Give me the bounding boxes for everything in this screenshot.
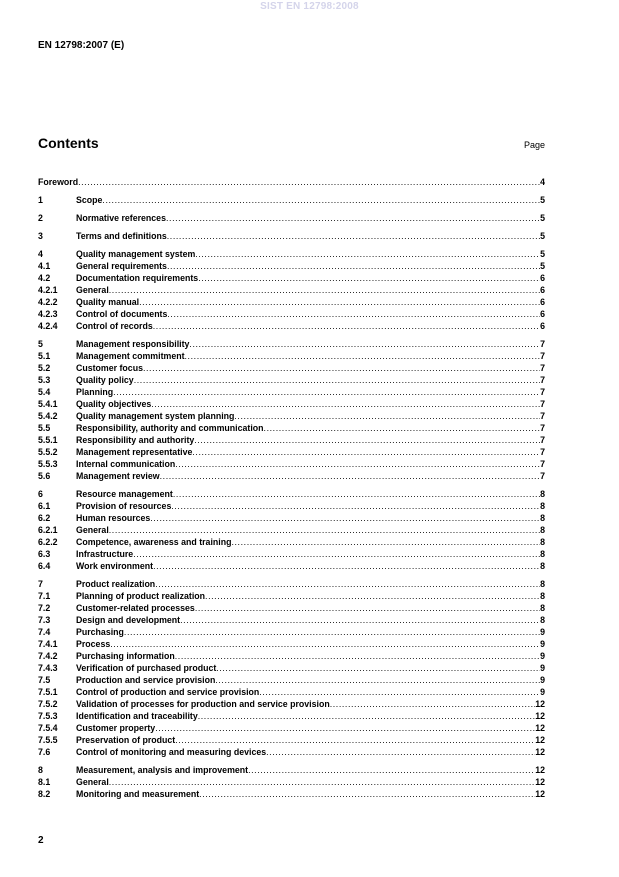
toc-entry[interactable] (38, 650, 545, 662)
toc-entry[interactable] (38, 272, 545, 284)
toc-entry[interactable] (38, 686, 545, 698)
toc-entry-page: 8 (540, 579, 545, 589)
toc-entry[interactable] (38, 488, 545, 500)
toc-entry[interactable] (38, 422, 545, 434)
toc-entry-title: General (76, 777, 109, 787)
toc-entry-title: Measurement, analysis and improvement (76, 765, 249, 775)
document-id: EN 12798:2007 (E) (38, 40, 125, 51)
toc-entry-number: 6 (38, 489, 43, 499)
toc-entry-number: 4 (38, 249, 43, 259)
toc-leader-dots (198, 272, 540, 284)
toc-leader-dots (194, 434, 540, 446)
contents-title: Contents (38, 135, 99, 151)
toc-entry[interactable] (38, 398, 545, 410)
toc-entry-page: 12 (535, 735, 545, 745)
toc-entry-page: 9 (540, 663, 545, 673)
toc-entry[interactable] (38, 722, 545, 734)
toc-entry-title: Customer-related processes (76, 603, 195, 613)
toc-entry-title: Management commitment (76, 351, 185, 361)
toc-entry[interactable] (38, 230, 545, 242)
toc-entry[interactable] (38, 512, 545, 524)
toc-entry-page: 5 (540, 213, 545, 223)
toc-entry[interactable] (38, 776, 545, 788)
toc-entry[interactable] (38, 602, 545, 614)
toc-entry-title: Quality policy (76, 375, 134, 385)
toc-leader-dots (195, 248, 540, 260)
toc-entry-page: 7 (540, 411, 545, 421)
toc-entry[interactable] (38, 500, 545, 512)
toc-entry[interactable] (38, 578, 545, 590)
toc-entry-title: Provision of resources (76, 501, 172, 511)
toc-entry[interactable] (38, 560, 545, 572)
toc-entry-title: Planning (76, 387, 114, 397)
toc-entry-number: 8 (38, 765, 43, 775)
toc-leader-dots (166, 212, 540, 224)
toc-leader-dots (175, 734, 535, 746)
toc-leader-dots (109, 776, 535, 788)
toc-leader-dots (167, 230, 540, 242)
toc-entry-page: 8 (540, 513, 545, 523)
toc-entry-page: 8 (540, 603, 545, 613)
toc-entry[interactable] (38, 248, 545, 260)
toc-entry-number: 4.1 (38, 261, 51, 271)
toc-entry-number: 5.1 (38, 351, 51, 361)
toc-entry-page: 5 (540, 195, 545, 205)
toc-entry[interactable] (38, 674, 545, 686)
toc-entry-page: 7 (540, 351, 545, 361)
toc-entry[interactable] (38, 734, 545, 746)
toc-entry-number: 6.3 (38, 549, 51, 559)
toc-entry[interactable] (38, 470, 545, 482)
toc-entry-title: Work environment (76, 561, 154, 571)
toc-entry-title: Internal communication (76, 459, 176, 469)
toc-entry-page: 12 (535, 723, 545, 733)
toc-entry-title: Resource management (76, 489, 173, 499)
toc-entry-title: Control of documents (76, 309, 168, 319)
watermark-text: SIST EN 12798:2008 (260, 1, 359, 12)
toc-entry-number: 5.5 (38, 423, 51, 433)
toc-entry-page: 7 (540, 375, 545, 385)
toc-entry-page: 6 (540, 297, 545, 307)
toc-entry[interactable] (38, 386, 545, 398)
toc-entry-title: Foreword (38, 177, 79, 187)
toc-entry[interactable] (38, 626, 545, 638)
toc-entry-title: Customer focus (76, 363, 143, 373)
toc-leader-dots (199, 788, 535, 800)
toc-entry-number: 7.5 (38, 675, 51, 685)
toc-entry-title: Management review (76, 471, 160, 481)
toc-leader-dots (185, 350, 541, 362)
toc-entry-title: Planning of product realization (76, 591, 206, 601)
toc-entry-number: 5.4 (38, 387, 51, 397)
toc-entry[interactable] (38, 698, 545, 710)
toc-entry-page: 8 (540, 561, 545, 571)
toc-entry[interactable] (38, 590, 545, 602)
toc-leader-dots (160, 470, 540, 482)
toc-entry-page: 8 (540, 501, 545, 511)
toc-entry-number: 7.3 (38, 615, 51, 625)
toc-entry[interactable] (38, 350, 545, 362)
toc-entry[interactable] (38, 320, 545, 332)
toc-entry-page: 8 (540, 537, 545, 547)
toc-entry-title: Quality management system (76, 249, 196, 259)
toc-leader-dots (234, 410, 540, 422)
toc-entry-title: Monitoring and measurement (76, 789, 200, 799)
toc-entry[interactable] (38, 338, 545, 350)
toc-entry[interactable] (38, 710, 545, 722)
toc-entry-page: 7 (540, 339, 545, 349)
toc-entry-title: Terms and definitions (76, 231, 167, 241)
toc-entry-number: 7.4 (38, 627, 51, 637)
toc-entry-title: Verification of purchased product (76, 663, 217, 673)
toc-entry-number: 4.2.1 (38, 285, 58, 295)
toc-leader-dots (205, 590, 540, 602)
toc-entry-number: 5.2 (38, 363, 51, 373)
toc-entry-title: Control of records (76, 321, 153, 331)
toc-entry[interactable] (38, 788, 545, 800)
toc-leader-dots (171, 500, 540, 512)
toc-leader-dots (216, 662, 540, 674)
toc-entry[interactable] (38, 536, 545, 548)
toc-leader-dots (150, 512, 540, 524)
toc-entry-page: 8 (540, 615, 545, 625)
toc-entry-page: 12 (535, 765, 545, 775)
toc-entry-page: 9 (540, 627, 545, 637)
toc-entry-number: 7.5.1 (38, 687, 58, 697)
toc-entry-title: Design and development (76, 615, 181, 625)
toc-entry-page: 7 (540, 471, 545, 481)
table-of-contents (38, 176, 545, 800)
toc-leader-dots (124, 626, 540, 638)
toc-entry-number: 5 (38, 339, 43, 349)
page-number: 2 (38, 835, 44, 846)
toc-entry-title: Preservation of product (76, 735, 176, 745)
toc-entry-page: 9 (540, 687, 545, 697)
toc-entry-page: 7 (540, 387, 545, 397)
toc-entry-number: 5.5.1 (38, 435, 58, 445)
toc-entry-page: 5 (540, 249, 545, 259)
toc-entry-page: 7 (540, 363, 545, 373)
toc-leader-dots (175, 650, 540, 662)
toc-leader-dots (139, 296, 540, 308)
toc-entry[interactable] (38, 194, 545, 206)
toc-entry-page: 12 (535, 777, 545, 787)
toc-entry-number: 6.2.2 (38, 537, 58, 547)
toc-leader-dots (153, 320, 540, 332)
toc-entry-number: 7.4.3 (38, 663, 58, 673)
toc-entry[interactable] (38, 284, 545, 296)
toc-entry-number: 7.4.1 (38, 639, 58, 649)
toc-entry-number: 6.1 (38, 501, 51, 511)
toc-entry-page: 5 (540, 261, 545, 271)
toc-leader-dots (167, 308, 540, 320)
toc-entry-page: 8 (540, 489, 545, 499)
toc-entry-page: 8 (540, 549, 545, 559)
toc-entry-page: 12 (535, 747, 545, 757)
toc-leader-dots (259, 686, 540, 698)
toc-entry-title: Production and service provision (76, 675, 216, 685)
toc-entry-title: Documentation requirements (76, 273, 199, 283)
toc-leader-dots (215, 674, 540, 686)
toc-entry-page: 6 (540, 321, 545, 331)
toc-leader-dots (133, 548, 540, 560)
toc-entry-title: Product realization (76, 579, 156, 589)
toc-leader-dots (109, 284, 540, 296)
toc-entry-title: Management responsibility (76, 339, 190, 349)
toc-entry-page: 9 (540, 675, 545, 685)
toc-entry-number: 5.4.1 (38, 399, 58, 409)
toc-entry-page: 7 (540, 435, 545, 445)
toc-entry[interactable] (38, 410, 545, 422)
toc-entry-number: 3 (38, 231, 43, 241)
toc-entry-number: 7.5.2 (38, 699, 58, 709)
toc-entry-page: 4 (540, 177, 545, 187)
toc-entry-number: 6.2.1 (38, 525, 58, 535)
toc-leader-dots (143, 362, 540, 374)
toc-leader-dots (78, 176, 540, 188)
toc-entry-page: 12 (535, 699, 545, 709)
toc-leader-dots (167, 260, 540, 272)
toc-entry-page: 12 (535, 789, 545, 799)
toc-entry-page: 7 (540, 399, 545, 409)
toc-entry-page: 6 (540, 285, 545, 295)
toc-entry-page: 9 (540, 639, 545, 649)
toc-entry-title: Infrastructure (76, 549, 134, 559)
toc-entry-page: 6 (540, 309, 545, 319)
toc-leader-dots (248, 764, 535, 776)
toc-entry-title: Responsibility and authority (76, 435, 195, 445)
toc-entry-title: Control of monitoring and measuring devices (76, 747, 267, 757)
toc-entry-number: 2 (38, 213, 43, 223)
toc-leader-dots (195, 602, 540, 614)
toc-entry[interactable] (38, 212, 545, 224)
toc-entry-page: 12 (535, 711, 545, 721)
toc-entry-page: 8 (540, 591, 545, 601)
toc-leader-dots (155, 578, 540, 590)
toc-leader-dots (198, 710, 535, 722)
toc-leader-dots (264, 422, 541, 434)
toc-entry[interactable] (38, 746, 545, 758)
toc-entry-page: 5 (540, 231, 545, 241)
toc-leader-dots (175, 458, 540, 470)
toc-entry[interactable] (38, 614, 545, 626)
toc-entry-number: 6.4 (38, 561, 51, 571)
toc-leader-dots (330, 698, 536, 710)
toc-entry-title: General requirements (76, 261, 167, 271)
toc-entry-number: 7.1 (38, 591, 51, 601)
toc-leader-dots (102, 194, 540, 206)
toc-leader-dots (134, 374, 540, 386)
toc-entry-number: 7.5.5 (38, 735, 58, 745)
toc-entry-number: 7.2 (38, 603, 51, 613)
toc-entry-number: 4.2.2 (38, 297, 58, 307)
page-column-header: Page (523, 140, 545, 150)
toc-leader-dots (109, 524, 540, 536)
toc-entry-title: Customer property (76, 723, 156, 733)
toc-entry[interactable] (38, 260, 545, 272)
toc-entry-number: 5.3 (38, 375, 51, 385)
toc-entry-number: 7.4.2 (38, 651, 58, 661)
toc-entry-title: Responsibility, authority and communication (76, 423, 264, 433)
toc-leader-dots (113, 386, 540, 398)
toc-leader-dots (173, 488, 540, 500)
toc-entry-page: 7 (540, 459, 545, 469)
toc-entry-title: Purchasing (76, 627, 124, 637)
toc-entry-title: Control of production and service provision (76, 687, 260, 697)
toc-entry-number: 4.2.4 (38, 321, 58, 331)
toc-entry-title: Scope (76, 195, 103, 205)
toc-entry-page: 9 (540, 651, 545, 661)
toc-leader-dots (153, 560, 540, 572)
toc-entry-title: Purchasing information (76, 651, 175, 661)
toc-entry[interactable] (38, 446, 545, 458)
toc-leader-dots (231, 536, 540, 548)
toc-entry-title: Quality manual (76, 297, 140, 307)
toc-entry[interactable] (38, 296, 545, 308)
toc-entry-title: Human resources (76, 513, 151, 523)
toc-entry[interactable] (38, 308, 545, 320)
toc-leader-dots (180, 614, 540, 626)
toc-entry-title: Quality management system planning (76, 411, 235, 421)
toc-entry-number: 5.5.2 (38, 447, 58, 457)
toc-entry-title: Process (76, 639, 111, 649)
toc-entry[interactable] (38, 524, 545, 536)
toc-entry-number: 1 (38, 195, 43, 205)
toc-entry[interactable] (38, 176, 545, 188)
toc-entry-page: 8 (540, 525, 545, 535)
toc-entry-number: 5.4.2 (38, 411, 58, 421)
toc-entry-title: Normative references (76, 213, 166, 223)
toc-entry-number: 5.6 (38, 471, 51, 481)
toc-entry-title: Validation of processes for production and service provision (76, 699, 330, 709)
toc-leader-dots (192, 446, 540, 458)
toc-entry[interactable] (38, 362, 545, 374)
toc-entry-title: Management representative (76, 447, 193, 457)
toc-entry-number: 7.5.4 (38, 723, 58, 733)
toc-entry-title: General (76, 525, 109, 535)
toc-entry-number: 6.2 (38, 513, 51, 523)
toc-entry-number: 8.2 (38, 789, 51, 799)
toc-entry-page: 7 (540, 447, 545, 457)
toc-entry-number: 7.5.3 (38, 711, 58, 721)
toc-entry-title: Competence, awareness and training (76, 537, 232, 547)
toc-leader-dots (110, 638, 540, 650)
toc-entry-number: 8.1 (38, 777, 51, 787)
toc-entry-title: General (76, 285, 109, 295)
toc-entry-title: Quality objectives (76, 399, 152, 409)
toc-entry-number: 4.2 (38, 273, 51, 283)
toc-entry[interactable] (38, 638, 545, 650)
toc-entry[interactable] (38, 458, 545, 470)
toc-entry-title: Identification and traceability (76, 711, 198, 721)
toc-entry-number: 7 (38, 579, 43, 589)
toc-entry-number: 7.6 (38, 747, 51, 757)
toc-leader-dots (189, 338, 540, 350)
toc-entry-page: 7 (540, 423, 545, 433)
toc-entry-number: 4.2.3 (38, 309, 58, 319)
toc-entry[interactable] (38, 374, 545, 386)
toc-entry[interactable] (38, 764, 545, 776)
toc-entry[interactable] (38, 434, 545, 446)
toc-entry-number: 5.5.3 (38, 459, 58, 469)
toc-leader-dots (151, 398, 540, 410)
toc-entry[interactable] (38, 662, 545, 674)
toc-leader-dots (155, 722, 535, 734)
toc-entry-page: 6 (540, 273, 545, 283)
toc-entry[interactable] (38, 548, 545, 560)
toc-leader-dots (266, 746, 535, 758)
